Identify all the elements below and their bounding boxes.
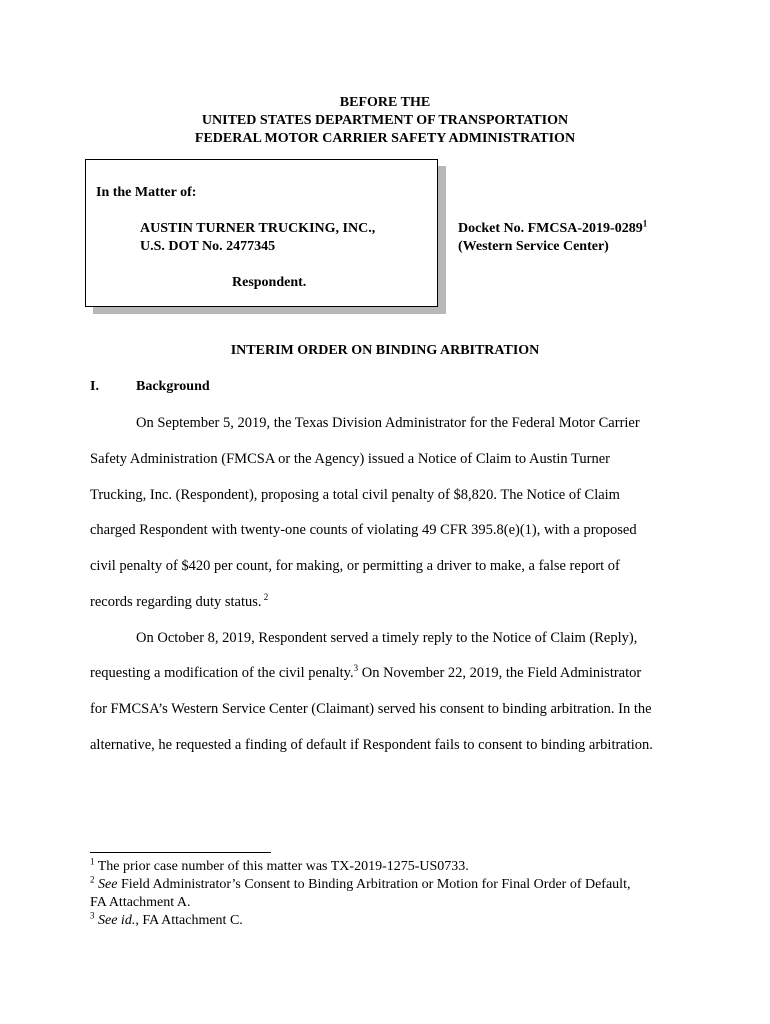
paragraph-1-line-6-text: records regarding duty status.: [90, 594, 262, 610]
paragraph-1-line-1: On September 5, 2019, the Texas Division Administrator for the Federal Motor Carrier: [136, 415, 640, 431]
footnote-3: [90, 910, 243, 929]
footnote-2-see: See: [98, 877, 118, 892]
paragraph-2-line-3: for FMCSA’s Western Service Center (Claimant) served his consent to binding arbitration. In the: [90, 701, 652, 717]
header-line-2: UNITED STATES DEPARTMENT OF TRANSPORTATION: [201, 113, 569, 128]
footnote-2-number: 2: [90, 874, 95, 885]
paragraph-1-line-2: Safety Administration (FMCSA or the Agency) issued a Notice of Claim to Austin Turner: [90, 451, 610, 467]
footnote-ref-2-num: 2: [263, 592, 269, 603]
footnote-ref-2: [262, 592, 269, 602]
docket-text: Docket No. FMCSA-2019-0289: [458, 221, 643, 236]
footnote-1-text: The prior case number of this matter was TX-2019-1275-US0733.: [94, 859, 469, 874]
header-line-1: BEFORE THE: [339, 95, 431, 110]
footnote-3-number: 3: [90, 910, 95, 921]
footnote-separator: [90, 852, 271, 853]
footnote-2-continuation: FA Attachment A.: [90, 895, 191, 910]
paragraph-1-line-4: charged Respondent with twenty-one counts of violating 49 CFR 395.8(e)(1), with a proposed: [90, 522, 637, 538]
section-heading: Background: [136, 379, 210, 394]
footnote-2-text: Field Administrator’s Consent to Binding Arbitration or Motion for Final Order of Default,: [117, 877, 631, 892]
paragraph-1-line-5: civil penalty of $420 per count, for making, or permitting a driver to make, a false report of: [90, 558, 620, 574]
paragraph-2-line-2: [90, 665, 641, 682]
footnote-ref-3: 3: [353, 663, 359, 674]
footnote-1-number: 1: [90, 856, 95, 867]
paragraph-1-line-3: Trucking, Inc. (Respondent), proposing a total civil penalty of $8,820. The Notice of Claim: [90, 487, 620, 503]
paragraph-2-line-2-b: On November 22, 2019, the Field Administrator: [358, 665, 642, 681]
docket-number: [458, 220, 647, 238]
footnote-2: [90, 874, 631, 893]
party-name: AUSTIN TURNER TRUCKING, INC.,: [140, 221, 376, 236]
order-title: INTERIM ORDER ON BINDING ARBITRATION: [230, 343, 540, 358]
document-header: [0, 94, 770, 148]
footnote-1: [90, 856, 469, 875]
matter-label: In the Matter of:: [96, 185, 197, 200]
header-line-3: FEDERAL MOTOR CARRIER SAFETY ADMINISTRATION: [194, 131, 576, 146]
footnote-3-see: See id.: [98, 913, 136, 928]
paragraph-1-line-6: [90, 594, 268, 611]
section-number: I.: [90, 379, 99, 394]
dot-number: U.S. DOT No. 2477345: [140, 239, 276, 254]
docket-footnote-ref: 1: [642, 218, 648, 229]
paragraph-2-line-2-a: requesting a modification of the civil penalty.: [90, 665, 354, 681]
paragraph-2-line-4: alternative, he requested a finding of default if Respondent fails to consent to binding arbitration.: [90, 737, 653, 753]
footnote-3-text: , FA Attachment C.: [135, 913, 243, 928]
service-center: (Western Service Center): [458, 239, 609, 254]
respondent-label: Respondent.: [232, 275, 307, 290]
paragraph-2-line-1: On October 8, 2019, Respondent served a timely reply to the Notice of Claim (Reply),: [136, 630, 638, 646]
